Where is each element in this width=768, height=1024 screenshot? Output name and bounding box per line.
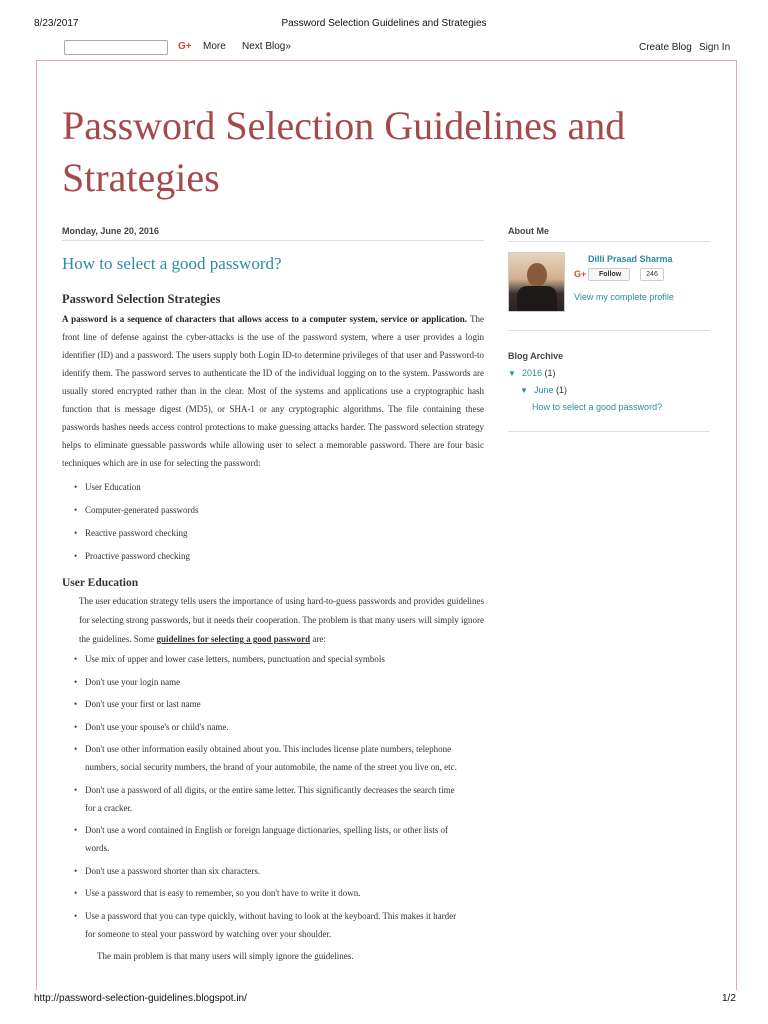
post-date: Monday, June 20, 2016 <box>62 226 159 236</box>
author-name-link[interactable]: Dilli Prasad Sharma <box>588 254 673 264</box>
more-link[interactable]: More <box>203 41 226 52</box>
print-date: 8/23/2017 <box>34 18 79 29</box>
collapse-toggle-icon[interactable]: ▼ <box>508 369 516 378</box>
divider <box>508 330 710 331</box>
print-header <box>0 18 768 32</box>
archive-year-link[interactable]: 2016 <box>522 368 543 378</box>
list-item: • Don't use your spouse's or child's name. <box>62 718 484 736</box>
list-item: • Reactive password checking <box>62 522 484 545</box>
techniques-list <box>62 476 484 568</box>
about-me-widget <box>508 226 710 326</box>
section-heading-user-education: User Education <box>62 577 139 589</box>
archive-post-row <box>508 399 710 415</box>
list-item: • Don't use a password shorter than six characters. <box>62 862 484 880</box>
archive-post-link[interactable]: How to select a good password? <box>532 402 663 412</box>
post-title[interactable]: How to select a good password? <box>62 254 282 273</box>
sidebar <box>508 226 710 432</box>
guidelines-link[interactable]: guidelines for selecting a good password <box>156 634 311 644</box>
avatar[interactable] <box>508 252 565 312</box>
google-plus-icon: G+ <box>574 269 587 279</box>
list-item: • Use a password that you can type quickly, without having to look at the keyboard. This makes it harder for someone to steal your password by watching over your shoulder. <box>62 907 484 943</box>
list-item: • Use mix of upper and lower case letters, numbers, punctuation and special symbols <box>62 650 484 668</box>
user-education-after: are: <box>310 634 326 644</box>
about-me-heading: About Me <box>508 226 549 236</box>
blog-archive-widget <box>508 351 710 432</box>
archive-year-row <box>508 365 710 382</box>
section-heading-strategies: Password Selection Strategies <box>62 292 221 306</box>
follow-button[interactable]: Follow <box>588 268 630 281</box>
archive-month-link[interactable]: June <box>534 385 554 395</box>
search-input[interactable] <box>64 40 168 55</box>
avatar-head <box>527 263 547 287</box>
intro-text: The front line of defense against the cyber-attacks is the use of the password system, where a user provides a login identifier (ID) and a password. The users supply both Login ID-to determine privileges of that user and Password-to identify them. The password serves to authenticate the ID of the individual logging on to the system. Passwords are usually stored encrypted rather than in the clear. Most of the systems and applications use a cryptographic hash function that is message digest (MD5), or SHA-1 or any cryptographic algorithms. The file containing these passwords hashes needs access control protections to make guessing attacks harder. The password selection strategy helps to eliminate guessable passwords while allowing user to select a memorable password. There are four basic techniques which are in use for selecting the password: <box>62 314 484 468</box>
sign-in-link[interactable]: Sign In <box>699 42 731 53</box>
archive-month-row <box>508 382 710 399</box>
post-body <box>62 290 484 965</box>
list-item: • Proactive password checking <box>62 545 484 568</box>
list-item: • Don't use a password of all digits, or the entire same letter. This significantly decreases the search time for a cracker. <box>62 781 484 817</box>
divider <box>508 431 710 432</box>
blogger-navbar <box>0 38 768 58</box>
closing-paragraph: The main problem is that many users will simply ignore the guidelines. <box>97 951 354 961</box>
list-item: • Use a password that is easy to remember, so you don't have to write it down. <box>62 884 484 902</box>
divider <box>62 240 484 241</box>
intro-paragraph <box>62 310 484 472</box>
user-education-paragraph <box>62 592 484 649</box>
divider <box>508 241 710 242</box>
page-number: 1/2 <box>722 993 736 1004</box>
archive-month-count: (1) <box>556 385 568 395</box>
blog-title[interactable]: Password Selection Guidelines and Strategies <box>62 103 626 200</box>
list-item: • Don't use a word contained in English or foreign language dictionaries, spelling lists, or other lists of words. <box>62 821 484 857</box>
footer-url: http://password-selection-guidelines.blogspot.in/ <box>34 993 247 1004</box>
collapse-toggle-icon[interactable]: ▼ <box>520 386 528 395</box>
list-item: • User Education <box>62 476 484 499</box>
archive-year-count: (1) <box>544 368 556 378</box>
create-blog-link[interactable]: Create Blog <box>639 42 692 53</box>
view-profile-link[interactable]: View my complete profile <box>574 292 674 302</box>
blog-archive-heading: Blog Archive <box>508 351 564 361</box>
user-education-text: The user education strategy tells users the importance of using hard-to-guess passwords and provides guidelines for selecting strong passwords, but it needs their cooperation. The problem is that many users will simply ignore the guidelines. Some <box>79 596 484 644</box>
list-item: • Don't use your login name <box>62 673 484 691</box>
list-item: • Don't use your first or last name <box>62 695 484 713</box>
list-item: • Computer-generated passwords <box>62 499 484 522</box>
avatar-body <box>517 286 557 312</box>
guidelines-list <box>62 650 484 943</box>
next-blog-link[interactable]: Next Blog» <box>242 41 291 52</box>
google-plus-icon[interactable]: G+ <box>178 41 192 52</box>
list-item: • Don't use other information easily obtained about you. This includes license plate numbers, telephone numbers, social security numbers, the brand of your automobile, the name of the street you live on, etc. <box>62 740 484 776</box>
follower-count: 246 <box>640 268 664 281</box>
intro-definition: A password is a sequence of characters that allows access to a computer system, service or application. <box>62 314 468 324</box>
print-title: Password Selection Guidelines and Strategies <box>281 18 487 29</box>
